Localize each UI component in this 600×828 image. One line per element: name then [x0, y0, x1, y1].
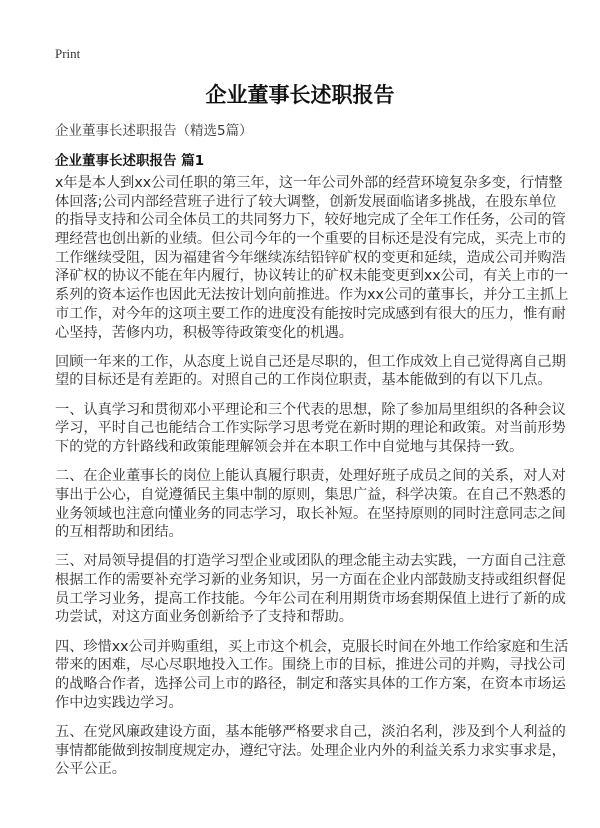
paragraph — [55, 353, 566, 390]
paragraph-line: 体回落;公司内部经营班子进行了较大调整，创新发展面临诸多挑战，在股东单位 — [55, 193, 557, 210]
print-link[interactable]: Print — [55, 46, 81, 61]
paragraph-line: 事出于公心，自觉遵循民主集中制的原则，集思广益，科学决策。在自己不熟悉的 — [55, 486, 566, 503]
paragraph-line: 的指导支持和公司全体员工的共同努力下，较好地完成了全年工作任务，公司的管 — [55, 212, 566, 229]
paragraph-line: x年是本人到xx公司任职的第三年，这一年公司外部的经营环境复杂多变，行情整 — [55, 175, 563, 191]
paragraph-line: 下的党的方针路线和政策能理解领会并在本职工作中自觉地与其保持一致。 — [55, 438, 524, 455]
paragraph-line: 根据工作的需要补充学习新的业务知识，另一方面在企业内部鼓励支持或组织督促 — [55, 572, 566, 589]
paragraph-line: 望的目标还是有差距的。对照自己的工作岗位职责，基本能做到的有以下几点。 — [55, 372, 552, 389]
paragraph-line: 心坚持，苦修内功，积极等待政策变化的机遇。 — [55, 324, 353, 341]
paragraph-line: 理经营也创出新的业绩。但公司今年的一个重要的目标还是没有完成，买壳上市的 — [55, 231, 566, 248]
paragraph-line: 事情都能做到按制度规定办，遵纪守法。处理企业内外的利益关系力求实事求是， — [55, 742, 566, 759]
paragraph-line: 功尝试，对这方面业务创新给予了支持和帮助。 — [55, 609, 353, 626]
paragraph-line: 泽矿权的协议不能在年内履行，协议转让的矿权未能变更到xx公司，有关上市的一 — [55, 268, 569, 285]
paragraph-line: 的战略合作者，选择公司上市的路径，制定和落实具体的工作方案，在资本市场运 — [55, 676, 566, 692]
paragraph — [55, 174, 569, 342]
paragraph-line: 公平公正。 — [55, 761, 126, 778]
paragraph-line: 系列的资本运作也因此无法按计划向前推进。作为xx公司的董事长，并分工主抓上 — [55, 287, 569, 304]
paragraph-line: 四、珍惜xx公司并购重组，买上市这个机会，克服长时间在外地工作给家庭和生活 — [55, 638, 569, 655]
document-body — [55, 174, 569, 789]
paragraph — [55, 401, 566, 457]
paragraph-line: 市工作，对今年的这项主要工作的进度没有能按时完成感到有很大的压力，惟有耐 — [55, 305, 566, 322]
paragraph-line: 业务领域也注意向懂业务的同志学习，取长补短。在坚持原则的同时注意同志之间 — [55, 505, 566, 522]
paragraph-line: 二、在企业董事长的岗位上能认真履行职责，处理好班子成员之间的关系，对人对 — [55, 468, 566, 485]
paragraph-line: 的互相帮助和团结。 — [55, 524, 183, 541]
section-heading: 企业董事长述职报告 篇1 — [55, 153, 205, 169]
paragraph — [55, 467, 566, 542]
paragraph-line: 带来的困难，尽心尽职地投入工作。围绕上市的目标，推进公司的并购，寻找公司 — [55, 657, 566, 674]
document-subtitle: 企业董事长述职报告（精选5篇） — [55, 123, 253, 139]
paragraph-line: 一、认真学习和贯彻邓小平理论和三个代表的思想，除了参加局里组织的各种会议 — [55, 401, 566, 418]
paragraph — [55, 723, 566, 779]
paragraph-line: 五、在党风廉政建设方面，基本能够严格要求自己，淡泊名利，涉及到个人利益的 — [55, 723, 566, 740]
paragraph-line: 员工学习业务，提高工作技能。今年公司在利用期货市场套期保值上进行了新的成 — [55, 590, 566, 607]
document-title: 企业董事长述职报告 — [205, 83, 395, 107]
paragraph-line: 作中边实践边学习。 — [55, 694, 183, 711]
paragraph — [55, 638, 569, 713]
paragraph-line: 学习，平时自己也能结合工作实际学习思考党在新时期的理论和政策。对当前形势 — [55, 420, 566, 437]
paragraph — [55, 552, 566, 627]
paragraph-line: 三、对局领导提倡的打造学习型企业或团队的理念能主动去实践，一方面自己注意 — [55, 553, 566, 570]
paragraph-line: 回顾一年来的工作，从态度上说自己还是尽职的，但工作成效上自己觉得离自己期 — [55, 353, 566, 370]
paragraph-line: 工作继续受阻，因为福建省今年继续冻结铅锌矿权的变更和延续，造成公司并购浩 — [55, 249, 566, 266]
